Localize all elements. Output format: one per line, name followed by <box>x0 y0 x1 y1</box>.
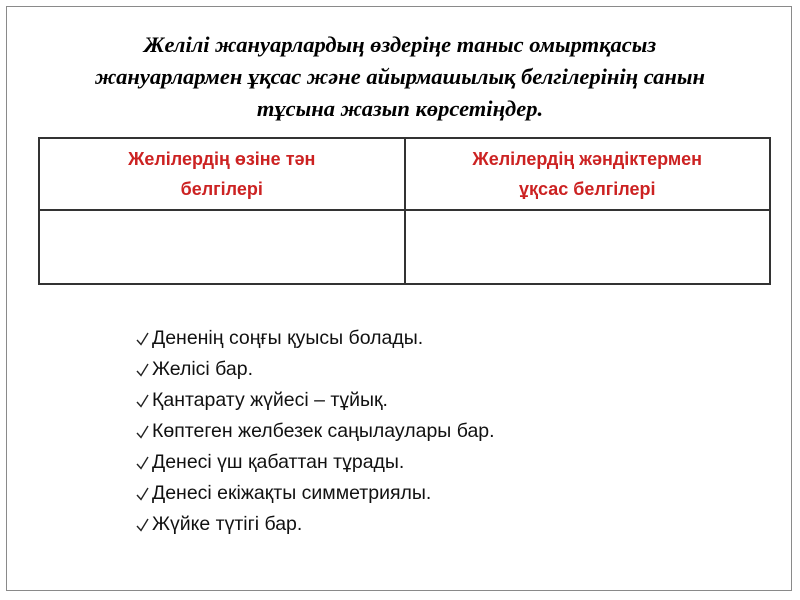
header-cell-line: Желілердің жәндіктермен <box>472 149 703 169</box>
checkmark-icon <box>135 453 150 473</box>
list-item-text: Жүйке түтігі бар. <box>152 513 303 535</box>
feature-list <box>135 323 495 540</box>
comparison-table <box>38 137 771 285</box>
list-item <box>135 447 495 478</box>
list-item <box>135 323 495 354</box>
checkmark-icon <box>135 360 150 380</box>
list-item-text: Денесі үш қабаттан тұрады. <box>152 451 405 473</box>
checkmark-icon <box>135 484 150 504</box>
list-item-text: Денесі екіжақты симметриялы. <box>152 482 432 504</box>
header-cell-similar-features <box>405 138 771 210</box>
answer-cell-own-features[interactable] <box>39 210 405 284</box>
table-header-row <box>39 138 770 210</box>
checkmark-icon <box>135 422 150 442</box>
checkmark-icon <box>135 329 150 349</box>
list-item-text: Желісі бар. <box>152 358 254 380</box>
header-cell-line: белгілері <box>180 179 263 199</box>
list-item <box>135 354 495 385</box>
list-item <box>135 509 495 540</box>
list-item <box>135 385 495 416</box>
title-line-1: Желілі жануарлардың өздеріңе таныс омыртқасыз <box>143 32 657 57</box>
list-item <box>135 478 495 509</box>
checkmark-icon <box>135 391 150 411</box>
slide-frame <box>6 6 792 591</box>
header-cell-line: ұқсас белгілері <box>518 179 656 199</box>
header-cell-line: Желілердің өзіне тән <box>128 149 316 169</box>
title-line-3: тұсына жазып көрсетіңдер. <box>256 96 544 121</box>
checkmark-icon <box>135 515 150 535</box>
list-item <box>135 416 495 447</box>
list-item-text: Қантарату жүйесі – тұйық. <box>152 389 388 411</box>
title-line-2: жануарлармен ұқсас және айырмашылық белгілерінің санын <box>95 64 705 89</box>
list-item-text: Көптеген желбезек саңылаулары бар. <box>152 420 495 442</box>
header-cell-own-features <box>39 138 405 210</box>
page-title <box>27 29 773 125</box>
list-item-text: Дененің соңғы қуысы болады. <box>152 327 424 349</box>
table-answer-row <box>39 210 770 284</box>
answer-cell-similar-features[interactable] <box>405 210 771 284</box>
